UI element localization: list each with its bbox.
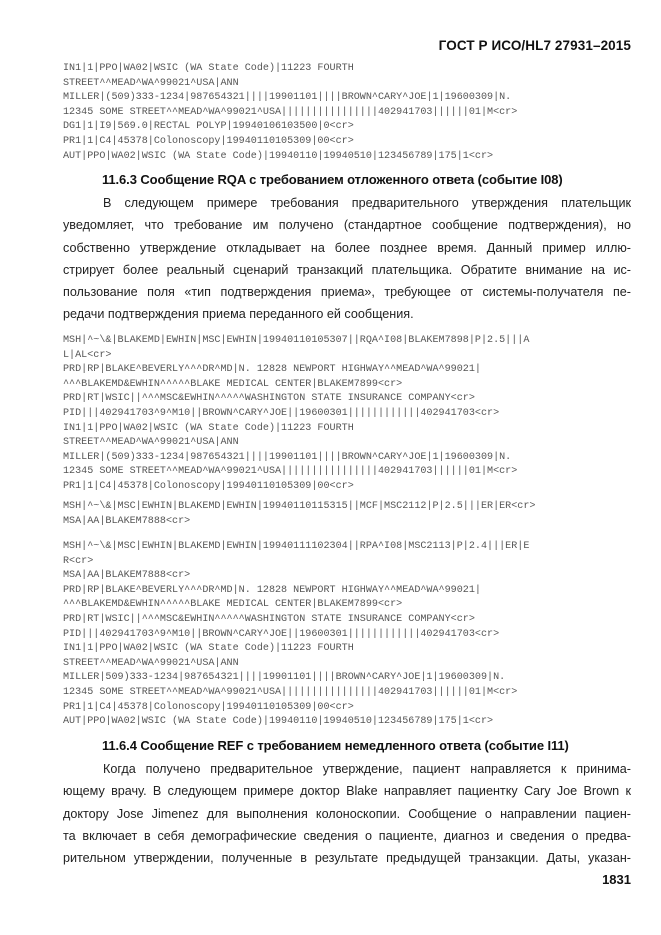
section-11-6-3-paragraph <box>63 192 631 326</box>
paragraph-line: стрирует более реальный сценарий транзакций плательщика. Обратите внимание на ис- <box>63 262 631 277</box>
hl7-code-block-4 <box>63 540 643 730</box>
code-line: AUT|PPO|WA02|WSIC (WA State Code)|19940110|19940510|123456789|175|1<cr> <box>63 150 494 162</box>
code-line: DG1|1|I9|569.0|RECTAL POLYP|19940106103500|0<cr> <box>63 121 354 133</box>
paragraph-line: доктору Jose Jimenez для выполнения колоноскопии. Сообщение о направлении пациен- <box>63 806 631 821</box>
code-line: STREET^^MEAD^WA^99021^USA|ANN <box>63 77 239 89</box>
hl7-code-block-3 <box>63 500 643 529</box>
code-line: AUT|PPO|WA02|WSIC (WA State Code)|19940110|19940510|123456789|175|1<cr> <box>63 716 494 728</box>
paragraph-line: пользование поля «тип подтверждения приема», требующее от системы-получателя пе- <box>63 285 631 300</box>
code-line: ^^^BLAKEMD&EWHIN^^^^^BLAKE MEDICAL CENTER|BLAKEM7899<cr> <box>63 599 403 611</box>
code-line: IN1|1|PPO|WA02|WSIC (WA State Code)|11223 FOURTH <box>63 422 354 434</box>
hl7-code-block-2 <box>63 334 643 495</box>
code-line: PRD|RP|BLAKE^BEVERLY^^^DR^MD|N. 12828 NEWPORT HIGHWAY^^MEAD^WA^99021| <box>63 364 481 376</box>
paragraph-line: рительном утверждении, полученные в результате предыдущей транзакции. Даты, указан- <box>63 851 631 866</box>
code-line: MSH|^~\&|MSC|EWHIN|BLAKEMD|EWHIN|19940111102304||RPA^I08|MSC2113|P|2.4|||ER|E <box>63 541 530 552</box>
code-line: MSA|AA|BLAKEM7888<cr> <box>63 570 191 582</box>
code-line: PRD|RT|WSIC||^^^MSC&EWHIN^^^^^WASHINGTON STATE INSURANCE COMPANY<cr> <box>63 613 475 625</box>
code-line: STREET^^MEAD^WA^99021^USA|ANN <box>63 657 239 669</box>
code-line: MSH|^~\&|BLAKEMD|EWHIN|MSC|EWHIN|19940110105307||RQA^I08|BLAKEM7898|P|2.5|||A <box>63 335 530 346</box>
paragraph-line: В следующем примере требования предварительного утверждения плательщик <box>103 196 631 210</box>
code-line: 12345 SOME STREET^^MEAD^WA^99021^USA||||||||||||||||402941703||||||01|M<cr> <box>63 106 518 118</box>
section-heading-11-6-4: 11.6.4 Сообщение REF с требованием немедленного ответа (событие I11) <box>102 738 569 753</box>
code-line: IN1|1|PPO|WA02|WSIC (WA State Code)|11223 FOURTH <box>63 643 354 655</box>
code-line: 12345 SOME STREET^^MEAD^WA^99021^USA||||||||||||||||402941703||||||01|M<cr> <box>63 686 518 698</box>
section-11-6-4-paragraph <box>63 758 631 869</box>
paragraph-line: собственно утверждение откладывает на более позднее время. Данный пример иллю- <box>63 240 631 255</box>
hl7-code-block-1 <box>63 62 643 164</box>
page-number: 1831 <box>602 872 631 887</box>
paragraph-line: ющему врачу. В следующем примере доктор Blake направляет пациентку Cary Joe Brown к <box>63 784 631 799</box>
code-line: MILLER|509)333-1234|987654321||||19901101||||BROWN^CARY^JOE|1|19600309|N. <box>63 672 506 684</box>
code-line: ^^^BLAKEMD&EWHIN^^^^^BLAKE MEDICAL CENTER|BLAKEM7899<cr> <box>63 378 403 390</box>
paragraph-line: та включает в себя демографические сведения о пациенте, диагноз и сведения о предва- <box>63 828 631 843</box>
paragraph-line: Когда получено предварительное утверждение, пациент направляется к принима- <box>103 762 631 776</box>
document-standard-header: ГОСТ Р ИСО/HL7 27931–2015 <box>438 38 631 53</box>
code-line: IN1|1|PPO|WA02|WSIC (WA State Code)|11223 FOURTH <box>63 63 354 74</box>
code-line: PR1|1|C4|45378|Colonoscopy|19940110105309|00<cr> <box>63 480 354 492</box>
code-line: PID|||402941703^9^M10||BROWN^CARY^JOE||19600301||||||||||||402941703<cr> <box>63 628 500 640</box>
code-line: MILLER|(509)333-1234|987654321||||19901101||||BROWN^CARY^JOE|1|19600309|N. <box>63 92 512 104</box>
section-heading-11-6-3: 11.6.3 Сообщение RQA с требованием отложенного ответа (событие I08) <box>102 172 563 187</box>
paragraph-line: редачи подтверждения приема переданного ей сообщения. <box>63 307 414 322</box>
code-line: L|AL<cr> <box>63 349 112 361</box>
code-line: PRD|RP|BLAKE^BEVERLY^^^DR^MD|N. 12828 NEWPORT HIGHWAY^^MEAD^WA^99021| <box>63 584 481 596</box>
code-line: PR1|1|C4|45378|Colonoscopy|19940110105309|00<cr> <box>63 701 354 713</box>
code-line: PR1|1|C4|45378|Colonoscopy|19940110105309|00<cr> <box>63 135 354 147</box>
code-line: MSH|^~\&|MSC|EWHIN|BLAKEMD|EWHIN|19940110115315||MCF|MSC2112|P|2.5|||ER|ER<cr> <box>63 501 536 512</box>
code-line: PRD|RT|WSIC||^^^MSC&EWHIN^^^^^WASHINGTON STATE INSURANCE COMPANY<cr> <box>63 393 475 405</box>
code-line: PID|||402941703^9^M10||BROWN^CARY^JOE||19600301||||||||||||402941703<cr> <box>63 407 500 419</box>
code-line: STREET^^MEAD^WA^99021^USA|ANN <box>63 437 239 449</box>
code-line: 12345 SOME STREET^^MEAD^WA^99021^USA||||||||||||||||402941703||||||01|M<cr> <box>63 466 518 478</box>
paragraph-line: уведомляет, что требование им получено (стандартное сообщение подтверждения), но <box>63 218 631 233</box>
code-line: R<cr> <box>63 555 94 567</box>
code-line: MSA|AA|BLAKEM7888<cr> <box>63 515 191 527</box>
code-line: MILLER|(509)333-1234|987654321||||19901101||||BROWN^CARY^JOE|1|19600309|N. <box>63 451 512 463</box>
